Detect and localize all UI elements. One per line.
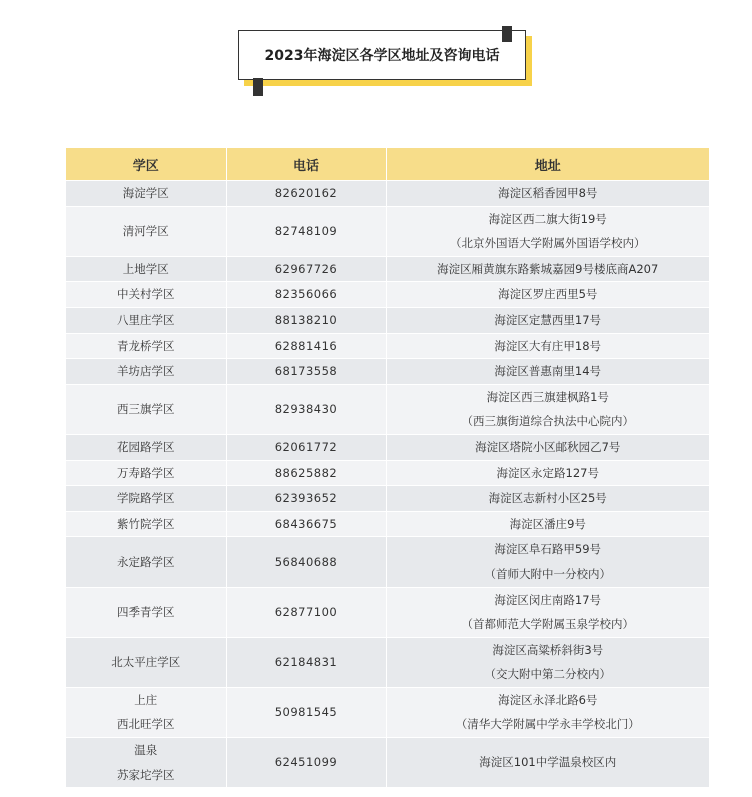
table-row	[66, 537, 709, 587]
address-cell	[386, 307, 709, 333]
address-cell	[386, 434, 709, 460]
zone-name: 羊坊店学区	[117, 364, 175, 379]
table-row	[66, 434, 709, 460]
address-cell	[386, 587, 709, 637]
phone-cell: 62393652	[226, 486, 386, 512]
address-cell	[386, 738, 709, 788]
phone-cell: 82938430	[226, 384, 386, 434]
address-line: （清华大学附属中学永丰学校北门）	[455, 717, 640, 732]
zone-cell	[66, 537, 226, 587]
phone-cell: 88138210	[226, 307, 386, 333]
page-title: 2023年海淀区各学区地址及咨询电话	[238, 30, 526, 80]
table-header-row	[66, 148, 709, 181]
address-line: 海淀区普惠南里14号	[494, 364, 602, 379]
phone-cell: 82620162	[226, 181, 386, 207]
table-row	[66, 687, 709, 737]
phone-cell: 62967726	[226, 256, 386, 282]
address-line: （交大附中第二分校内）	[484, 667, 611, 682]
address-line: （北京外国语大学附属外国语学校内）	[450, 236, 646, 251]
zone-name: 花园路学区	[117, 439, 175, 454]
zone-cell	[66, 384, 226, 434]
phone-cell: 62451099	[226, 738, 386, 788]
table-row	[66, 460, 709, 486]
address-cell	[386, 359, 709, 385]
phone-cell: 50981545	[226, 687, 386, 737]
address-line: 海淀区厢黄旗东路紫城嘉园9号楼底商A207	[437, 261, 659, 276]
address-line: 海淀区稻香园甲8号	[498, 186, 598, 200]
address-cell	[386, 333, 709, 359]
phone-cell: 82356066	[226, 282, 386, 308]
address-cell	[386, 537, 709, 587]
address-line: 海淀区大有庄甲18号	[494, 338, 602, 353]
zone-cell	[66, 486, 226, 512]
address-line: 海淀区潘庄9号	[509, 516, 586, 531]
address-line: 海淀区西三旗建枫路1号	[486, 389, 609, 404]
table-row	[66, 307, 709, 333]
address-line: 海淀区永泽北路6号	[498, 692, 598, 707]
zone-cell	[66, 256, 226, 282]
zone-name: 永定路学区	[117, 554, 175, 569]
table-row	[66, 486, 709, 512]
address-line: （西三旗街道综合执法中心院内）	[461, 414, 634, 429]
column-header-phone: 电话	[226, 148, 386, 181]
title-tick-bottom	[253, 78, 263, 96]
zone-cell	[66, 359, 226, 385]
zone-name: 西三旗学区	[117, 402, 175, 417]
phone-cell: 82748109	[226, 206, 386, 256]
address-cell	[386, 256, 709, 282]
address-cell	[386, 687, 709, 737]
phone-cell: 62061772	[226, 434, 386, 460]
table-row	[66, 256, 709, 282]
zone-cell	[66, 307, 226, 333]
address-line: 海淀区101中学温泉校区内	[479, 755, 617, 770]
table-row	[66, 282, 709, 308]
zone-cell	[66, 181, 226, 207]
zone-cell	[66, 434, 226, 460]
address-cell	[386, 282, 709, 308]
school-district-table	[66, 148, 709, 787]
zone-name: 西北旺学区	[117, 717, 175, 732]
zone-name: 清河学区	[122, 223, 169, 238]
column-header-zone: 学区	[66, 148, 226, 181]
address-line: 海淀区志新村小区25号	[488, 491, 607, 506]
zone-cell	[66, 333, 226, 359]
address-line: 海淀区永定路127号	[496, 465, 599, 480]
address-cell	[386, 486, 709, 512]
zone-cell	[66, 738, 226, 788]
phone-cell: 56840688	[226, 537, 386, 587]
address-cell	[386, 384, 709, 434]
zone-name: 八里庄学区	[117, 312, 175, 327]
zone-name: 上地学区	[122, 261, 169, 276]
table-row	[66, 206, 709, 256]
zone-name: 中关村学区	[117, 287, 175, 302]
zone-cell	[66, 637, 226, 687]
zone-name: 海淀学区	[122, 186, 169, 200]
address-cell	[386, 511, 709, 537]
phone-cell: 68173558	[226, 359, 386, 385]
address-line: 海淀区罗庄西里5号	[498, 287, 598, 302]
table-row	[66, 333, 709, 359]
address-line: 海淀区闵庄南路17号	[494, 592, 602, 607]
table-row	[66, 384, 709, 434]
phone-cell: 62881416	[226, 333, 386, 359]
address-line: （首师大附中一分校内）	[484, 566, 611, 581]
table-row	[66, 587, 709, 637]
address-cell	[386, 637, 709, 687]
table-row	[66, 511, 709, 537]
title-banner	[238, 30, 533, 92]
phone-cell: 62184831	[226, 637, 386, 687]
table-row	[66, 637, 709, 687]
column-header-address: 地址	[386, 148, 709, 181]
zone-cell	[66, 282, 226, 308]
zone-name: 上庄	[134, 692, 158, 707]
address-line: 海淀区西二旗大街19号	[488, 211, 607, 226]
zone-cell	[66, 687, 226, 737]
zone-name: 紫竹院学区	[117, 516, 175, 531]
address-line: 海淀区塔院小区邮秋园乙7号	[475, 439, 621, 454]
table-row	[66, 738, 709, 788]
table-row	[66, 359, 709, 385]
zone-cell	[66, 460, 226, 486]
table-row	[66, 181, 709, 207]
zone-cell	[66, 587, 226, 637]
zone-name: 万寿路学区	[117, 465, 175, 480]
zone-name: 苏家坨学区	[117, 767, 175, 782]
address-line: 海淀区定慧西里17号	[494, 312, 602, 327]
zone-name: 北太平庄学区	[111, 654, 181, 669]
phone-cell: 62877100	[226, 587, 386, 637]
zone-name: 四季青学区	[117, 604, 175, 619]
title-tick-top	[502, 26, 512, 42]
phone-cell: 68436675	[226, 511, 386, 537]
address-cell	[386, 460, 709, 486]
zone-cell	[66, 511, 226, 537]
zone-name: 青龙桥学区	[117, 338, 175, 353]
table-body	[66, 181, 709, 788]
zone-cell	[66, 206, 226, 256]
address-line: 海淀区高粱桥斜街3号	[492, 642, 604, 657]
zone-name: 学院路学区	[117, 491, 175, 506]
zone-name: 温泉	[134, 743, 158, 758]
phone-cell: 88625882	[226, 460, 386, 486]
address-cell	[386, 206, 709, 256]
address-line: （首都师范大学附属玉泉学校内）	[461, 617, 634, 632]
address-line: 海淀区阜石路甲59号	[494, 542, 602, 557]
address-cell	[386, 181, 709, 207]
